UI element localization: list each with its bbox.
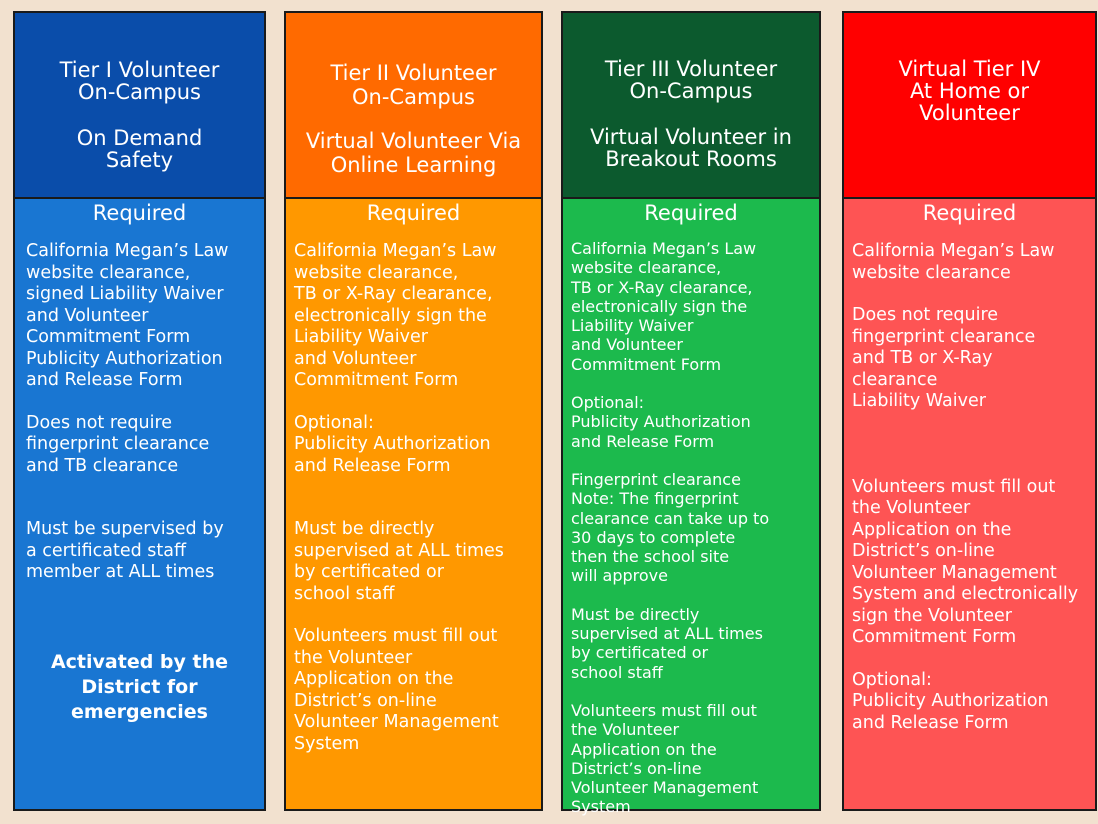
- tier2-supervision: Must be directly supervised at ALL times by certificated or school staff: [294, 519, 504, 604]
- tier3-optional: Optional: Publicity Authorization and Release Form: [571, 393, 751, 451]
- tier1-emergency-note: Activated by the District for emergencies: [50, 650, 229, 723]
- tier3-supervision: Must be directly supervised at ALL times by certificated or school staff: [571, 604, 763, 682]
- tier3-title: Tier III Volunteer On-Campus: [604, 57, 778, 103]
- tier3-requirements: California Megan’s Law website clearance, TB or X-Ray clearance, electronically sign the Liability Waiver and Volunteer Commitment Form: [571, 239, 757, 374]
- tier4-requirements: California Megan’s Law website clearance: [852, 241, 1055, 283]
- tier1-exemptions: Does not require fingerprint clearance and TB clearance: [26, 412, 210, 476]
- tier2-optional: Optional: Publicity Authorization and Release Form: [294, 412, 491, 476]
- tier2-application: Volunteers must fill out the Volunteer Application on the District’s on-line Volunteer Management System: [294, 626, 499, 754]
- tier2-requirements: California Megan’s Law website clearance, TB or X-Ray clearance, electronically sign the Liability Waiver and Volunteer Commitment Form: [294, 241, 497, 390]
- tier2-header: [284, 11, 543, 199]
- tier2-body: [284, 197, 543, 811]
- tier3-required-label: Required: [644, 201, 738, 225]
- tier3-fingerprint: Fingerprint clearance Note: The fingerprint clearance can take up to 30 days to complete then the school site will approve: [571, 469, 770, 586]
- tier1-supervision: Must be supervised by a certificated staff member at ALL times: [26, 519, 224, 582]
- tier1-requirements: California Megan’s Law website clearance, signed Liability Waiver and Volunteer Commitment Form Publicity Authorization and Release Form: [26, 241, 229, 390]
- tier4-optional: Optional: Publicity Authorization and Release Form: [852, 669, 1049, 733]
- tier1-body: [13, 197, 266, 811]
- tier3-header: [561, 11, 821, 199]
- tier2-subtitle: Virtual Volunteer Via Online Learning: [305, 129, 522, 177]
- tier4-header: [842, 11, 1097, 199]
- tier1-header: [13, 11, 266, 199]
- tier1-required-label: Required: [92, 201, 187, 225]
- tier4-exemptions: Does not require fingerprint clearance and TB or X-Ray clearance Liability Waiver: [852, 305, 1036, 411]
- tier3-body: [561, 197, 821, 817]
- tier1-title: Tier I Volunteer On-Campus: [59, 58, 220, 104]
- tier4-required-label: Required: [922, 201, 1017, 225]
- tier4-title: Virtual Tier IV At Home or Volunteer: [898, 57, 1041, 125]
- tier1-subtitle: On Demand Safety: [76, 126, 203, 172]
- tier3-subtitle: Virtual Volunteer in Breakout Rooms: [590, 125, 792, 171]
- tier4-application: Volunteers must fill out the Volunteer Application on the District’s on-line Volunteer Management System and electronically sign the Volunteer Commitment Form: [852, 476, 1079, 647]
- tier2-title: Tier II Volunteer On-Campus: [330, 61, 497, 109]
- tier3-application: Volunteers must fill out the Volunteer Application on the District’s on-line Volunteer Management System: [571, 700, 759, 817]
- tier2-required-label: Required: [366, 201, 461, 225]
- tier4-body: [842, 197, 1097, 811]
